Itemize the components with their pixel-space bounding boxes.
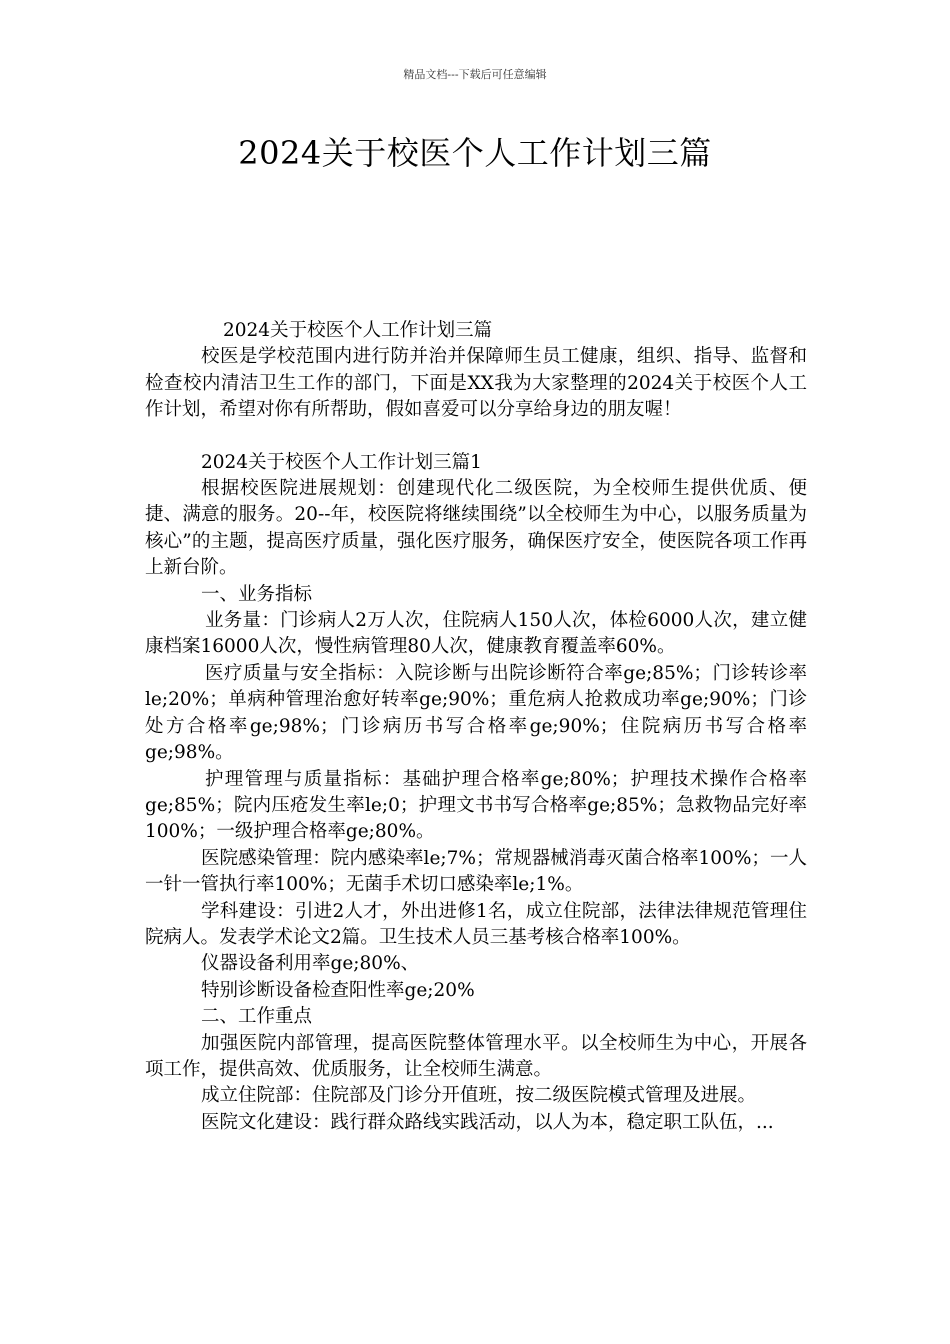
body-paragraph: 医院文化建设：践行群众路线实践活动，以人为本，稳定职工队伍，...: [201, 1111, 774, 1133]
body-paragraph: 业务量：门诊病人2万人次，住院病人150人次，体检6000人次，建立健康档案16000人次，慢性病管理80人次，健康教育覆盖率60%。: [145, 610, 807, 658]
body-paragraph: 医疗质量与安全指标：入院诊断与出院诊断符合率ge;85%；门诊转诊率le;20%；单病种管理治愈好转率ge;90%；重危病人抢救成功率ge;90%；门诊处方合格率ge;98%；门诊病历书写合格率ge;90%；住院病历书写合格率ge;98%。: [145, 662, 807, 764]
intro-paragraph: 校医是学校范围内进行防并治并保障师生员工健康，组织、指导、监督和检查校内清洁卫生工作的部门，下面是XX我为大家整理的2024关于校医个人工作计划，希望对你有所帮助，假如喜爱可以分享给身边的朋友喔！: [145, 346, 807, 421]
body-paragraph: 加强医院内部管理，提高医院整体管理水平。以全校师生为中心，开展各项工作，提供高效、优质服务，让全校师生满意。: [145, 1032, 807, 1080]
paragraph-gap: [145, 424, 807, 450]
body-paragraph: 学科建设：引进2人才，外出进修1名，成立住院部，法律法律规范管理住院病人。发表学术论文2篇。卫生技术人员三基考核合格率100%。: [145, 900, 807, 948]
document-subtitle: 2024关于校医个人工作计划三篇: [223, 320, 493, 341]
document-title: 2024关于校医个人工作计划三篇: [238, 134, 712, 172]
document-body: [145, 318, 807, 1136]
body-paragraph: 护理管理与质量指标：基础护理合格率ge;80%；护理技术操作合格率ge;85%；院内压疮发生率le;0；护理文书书写合格率ge;85%；急救物品完好率100%；一级护理合格率ge;80%。: [145, 768, 807, 843]
body-paragraph: 根据校医院进展规划：创建现代化二级医院，为全校师生提供优质、便捷、满意的服务。20--年，校医院将继续围绕”以全校师生为中心，以服务质量为核心”的主题，提高医疗质量，强化医疗服务，确保医疗安全，使医院各项工作再上新台阶。: [145, 478, 807, 579]
body-paragraph: 特别诊断设备检查阳性率ge;20%: [201, 979, 475, 1001]
body-paragraph: 仪器设备利用率ge;80%、: [201, 953, 420, 975]
section-heading: 一、业务指标: [201, 583, 313, 605]
section-heading: 二、工作重点: [201, 1006, 313, 1028]
page-header-note: 精品文档---下载后可任意编辑: [403, 68, 547, 81]
section-title: 2024关于校医个人工作计划三篇1: [201, 451, 482, 473]
body-paragraph: 成立住院部：住院部及门诊分开值班，按二级医院模式管理及进展。: [201, 1085, 757, 1107]
body-paragraph: 医院感染管理：院内感染率le;7%；常规器械消毒灭菌合格率100%；一人一针一管执行率100%；无菌手术切口感染率le;1%。: [145, 847, 807, 896]
